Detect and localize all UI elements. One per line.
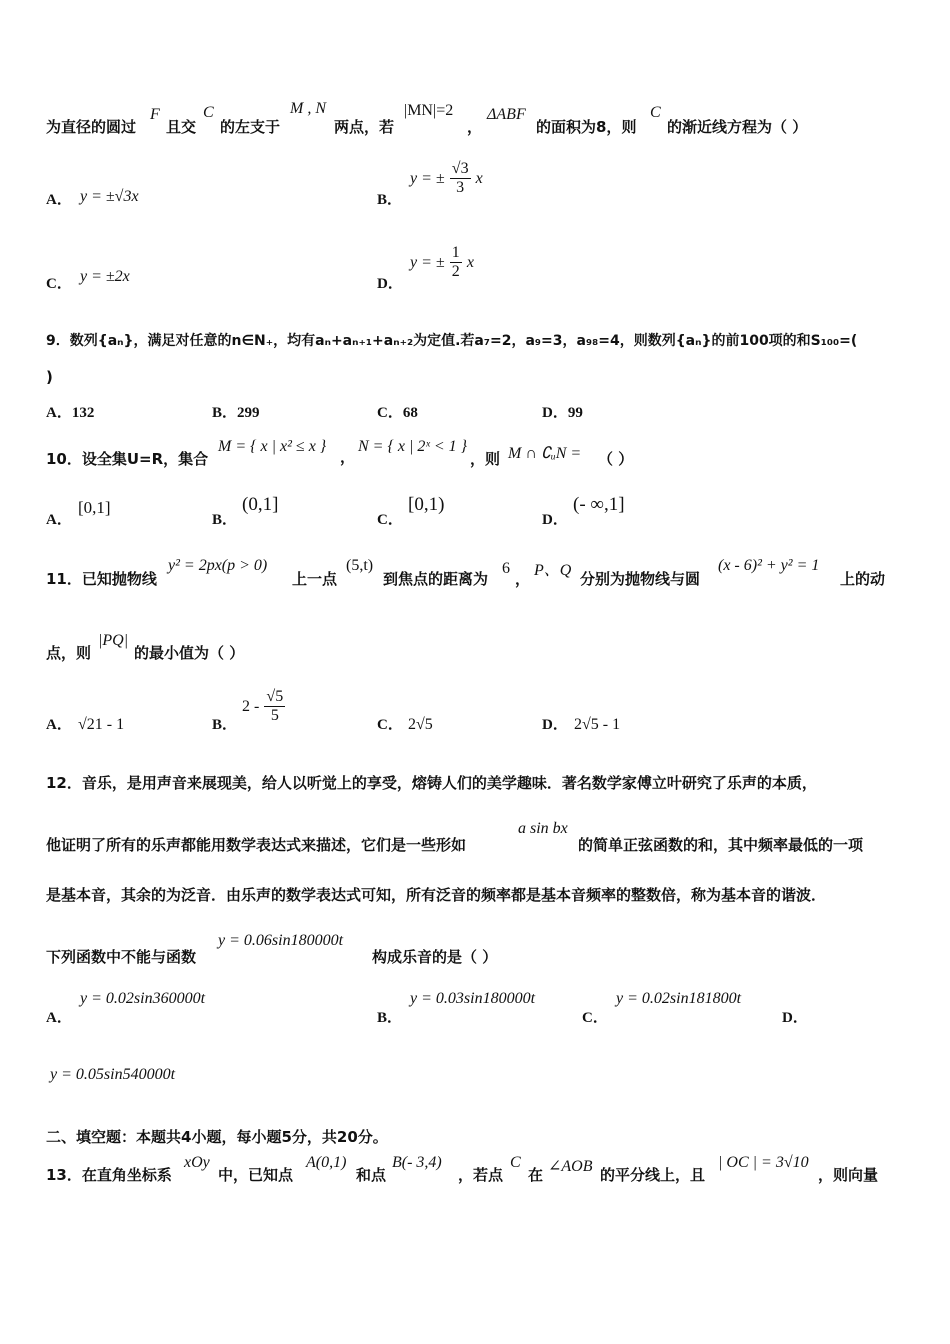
q10-option-d-label: D． [542, 512, 568, 528]
q12-line-4b: 构成乐音的是（ ） [372, 948, 498, 966]
q11-option-b [242, 688, 285, 725]
q8-option-b-fraction [450, 160, 471, 197]
q10-option-a: [0,1] [78, 498, 111, 517]
q12-option-d: y = 0.05sin540000t [50, 1066, 176, 1083]
q8-text-5: 的面积为8，则 [536, 118, 637, 136]
q11-parabola: y² = 2px(p > 0) [168, 557, 268, 574]
q12-line-1: 12．音乐，是用声音来展现美，给人以听觉上的享受，熔铸人们的美学趣味．著名数学家傅立叶研究了乐声的本质， [46, 774, 817, 792]
q8-option-b-label: B． [377, 192, 403, 208]
q8-option-d-suffix: x [466, 254, 474, 271]
q8-option-d [410, 244, 474, 281]
q11-text-1: 11．已知抛物线 [46, 570, 157, 588]
q10-option-d: (- ∞,1] [573, 494, 625, 515]
q11-option-a: √21 - 1 [78, 716, 125, 733]
q12-asinbx: a sin bx [518, 820, 568, 837]
q11-point: (5,t) [346, 557, 374, 574]
q13-point-C: C [510, 1154, 521, 1171]
q11-option-b-prefix: 2 - [242, 698, 260, 715]
q10-option-b: (0,1] [242, 494, 279, 515]
q8-option-b-prefix: y = ± [410, 170, 445, 187]
q12-option-d-label: D． [782, 1010, 808, 1026]
q11-distance: 6 [502, 560, 510, 577]
q12-option-c: y = 0.02sin181800t [616, 990, 742, 1007]
q8-triangle: ΔABF [487, 106, 526, 123]
fraction-denominator: 2 [451, 263, 460, 280]
q10-option-c: [0,1) [408, 494, 445, 515]
q8-option-b-suffix: x [475, 170, 483, 187]
q11-PQ: P、Q [534, 562, 572, 579]
q9-option-c: C．68 [377, 405, 418, 421]
q13-text-4: ，若点 [458, 1166, 504, 1184]
q10-set-N: N = { x | 2ˣ < 1 } [358, 438, 468, 455]
q12-function: y = 0.06sin180000t [218, 932, 344, 949]
q13-text-6: 的平分线上，且 [600, 1166, 706, 1184]
q8-F: F [150, 106, 160, 123]
q12-line-4a: 下列函数中不能与函数 [46, 948, 197, 966]
q12-option-c-label: C． [582, 1010, 608, 1026]
q11-option-d-label: D． [542, 717, 568, 733]
q12-option-b: y = 0.03sin180000t [410, 990, 536, 1007]
q12-option-b-label: B． [377, 1010, 403, 1026]
q11-circle: (x - 6)² + y² = 1 [718, 557, 820, 574]
q11-abs-PQ: |PQ| [98, 632, 129, 649]
q11-option-a-label: A． [46, 717, 72, 733]
q10-set-M: M = { x | x² ≤ x } [218, 438, 327, 455]
q8-comma: ， [467, 118, 483, 136]
q10-option-a-label: A． [46, 512, 72, 528]
fraction-denominator: 5 [270, 707, 279, 724]
q13-oc-length: | OC | = 3√10 [718, 1154, 809, 1171]
q13-point-B: B(- 3,4) [392, 1154, 442, 1171]
q8-text-3: 的左支于 [220, 118, 281, 136]
q8-option-b [410, 160, 483, 197]
q8-option-d-prefix: y = ± [410, 254, 445, 271]
q8-option-a-label: A． [46, 192, 72, 208]
q13-text-5: 在 [528, 1166, 544, 1184]
q10-expression: M ∩ ∁ᵤN = [508, 445, 582, 462]
q8-option-d-fraction [450, 244, 462, 281]
q12-line-2b: 的简单正弦函数的和，其中频率最低的一项 [578, 836, 864, 854]
q10-paren: （ ） [598, 450, 634, 468]
fraction-numerator: √5 [266, 688, 284, 705]
q13-text-7: ，则向量 [818, 1166, 879, 1184]
q8-text-4: 两点，若 [334, 118, 395, 136]
q8-option-a: y = ±√3x [80, 188, 139, 205]
q8-text-1: 为直径的圆过 [46, 118, 137, 136]
q9-option-b: B．299 [212, 405, 260, 421]
q8-option-d-label: D． [377, 276, 403, 292]
q12-line-3: 是基本音，其余的为泛音．由乐声的数学表达式可知，所有泛音的频率都是基本音频率的整数倍，称为基本音的谐波． [46, 886, 827, 904]
q13-text-1: 13．在直角坐标系 [46, 1166, 172, 1184]
q8-option-c: y = ±2x [80, 268, 130, 285]
q10-text-2: ，则 [470, 450, 501, 468]
q11-option-d: 2√5 - 1 [574, 716, 621, 733]
q10-option-b-label: B． [212, 512, 238, 528]
fraction-denominator: 3 [456, 179, 465, 196]
fraction-numerator: 1 [451, 244, 460, 261]
q11-option-b-label: B． [212, 717, 238, 733]
q10-text-1: 10．设全集U=R，集合 [46, 450, 209, 468]
q13-xOy: xOy [184, 1154, 210, 1171]
q8-MN: M , N [290, 100, 326, 117]
q8-text-6: 的渐近线方程为（ ） [667, 118, 808, 136]
q13-point-A: A(0,1) [306, 1154, 347, 1171]
fraction-numerator: √3 [451, 160, 469, 177]
section-2-heading: 二、填空题：本题共4小题，每小题5分，共20分。 [46, 1128, 388, 1146]
q11-option-b-fraction [264, 688, 285, 725]
q11-text-5: 上的动 [840, 570, 886, 588]
q9-option-d: D．99 [542, 405, 583, 421]
q12-line-2a: 他证明了所有的乐声都能用数学表达式来描述，它们是一些形如 [46, 836, 467, 854]
q8-C: C [203, 104, 214, 121]
q13-text-3: 和点 [356, 1166, 387, 1184]
q8-option-c-label: C． [46, 276, 72, 292]
q12-option-a: y = 0.02sin360000t [80, 990, 206, 1007]
q9-stem-end: ) [46, 368, 53, 386]
q9-option-a: A．132 [46, 405, 95, 421]
q8-mn-length: |MN|=2 [404, 102, 454, 119]
q11-option-c: 2√5 [408, 716, 433, 733]
q11-text-4: 分别为抛物线与圆 [580, 570, 701, 588]
q8-text-2: 且交 [166, 118, 197, 136]
q13-angle: ∠AOB [548, 1158, 593, 1175]
q11-text-3: 到焦点的距离为 [383, 570, 489, 588]
q10-option-c-label: C． [377, 512, 403, 528]
q10-sep: ， [340, 448, 356, 466]
q12-option-a-label: A． [46, 1010, 72, 1026]
q11-option-c-label: C． [377, 717, 403, 733]
q9-stem: 9．数列{aₙ}，满足对任意的n∈N₊，均有aₙ+aₙ₊₁+aₙ₊₂为定值.若a₇=2，a₉=3，a₉₈=4，则数列{aₙ}的前100项的和S₁₀₀=( [46, 333, 858, 349]
q8-C2: C [650, 104, 661, 121]
q11-text-2: 上一点 [292, 570, 338, 588]
q11-comma: ， [515, 570, 531, 588]
q8-stem [46, 116, 136, 137]
q11-text-6: 点，则 [46, 644, 92, 662]
q11-text-7: 的最小值为（ ） [134, 644, 245, 662]
q13-text-2: 中，已知点 [218, 1166, 294, 1184]
